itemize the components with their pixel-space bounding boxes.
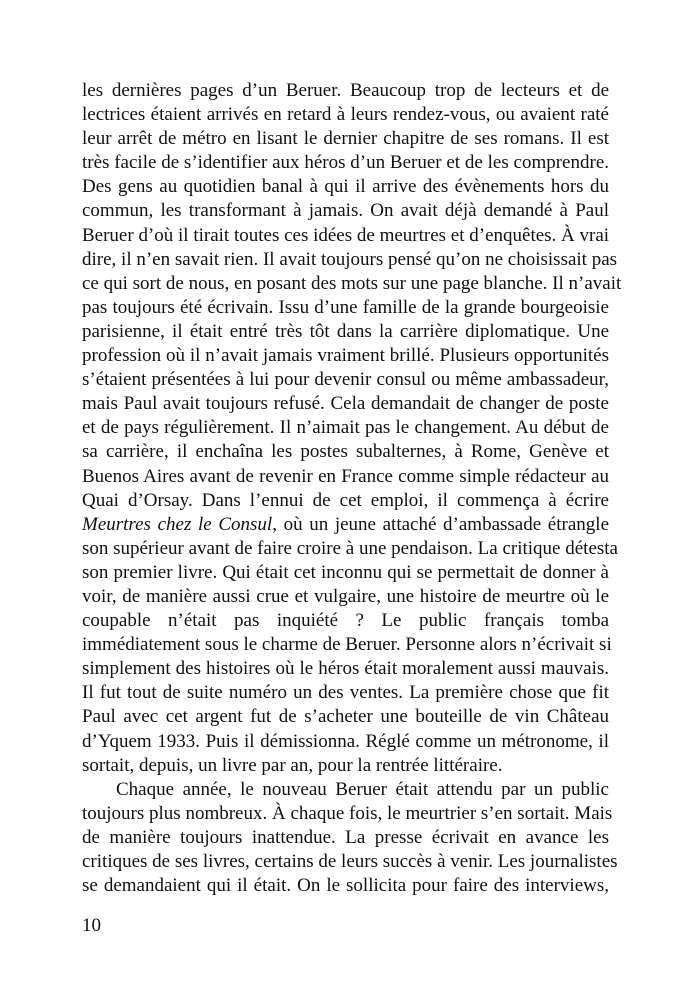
text-line: Beruer d’où il tirait toutes ces idées de meurtres et d’enquêtes. À vrai: [82, 224, 610, 246]
text-line: Il fut tout de suite numéro un des ventes. La première chose que fit: [82, 682, 609, 704]
text-line: très facile de s’identifier aux héros d’un Beruer et de les comprendre.: [82, 152, 609, 174]
text-line: Paul avec cet argent fut de s’acheter une bouteille de vin Château: [82, 706, 609, 728]
text-line: Buenos Aires avant de revenir en France comme simple rédacteur au: [82, 465, 609, 487]
text-line-with-title: [82, 513, 609, 537]
text-line: leur arrêt de métro en lisant le dernier chapitre de ses romans. Il est: [82, 128, 609, 150]
text-line: dire, il n’en savait rien. Il avait toujours pensé qu’on ne choisissait pas: [82, 248, 618, 270]
text-line: profession où il n’avait jamais vraiment brillé. Plusieurs opportunités: [82, 345, 609, 367]
text-line: simplement des histoires où le héros était moralement aussi mauvais.: [82, 658, 609, 680]
text-line: parisienne, il était entré très tôt dans la carrière diplomatique. Une: [82, 320, 609, 342]
text-line: ce qui sort de nous, en posant des mots sur une page blanche. Il n’avait: [82, 272, 622, 294]
text-line: s’étaient présentées à lui pour devenir consul ou même ambassadeur,: [82, 369, 609, 391]
text-line: de manière toujours inattendue. La presse écrivait en avance les: [82, 826, 609, 848]
text-line: et de pays régulièrement. Il n’aimait pas le changement. Au début de: [82, 417, 609, 439]
text-line: Des gens au quotidien banal à qui il arrive des évènements hors du: [82, 176, 609, 198]
text-line: immédiatement sous le charme de Beruer. Personne alors n’écrivait si: [82, 634, 612, 656]
text-line-rest: , où un jeune attaché d’ambassade étrangle: [272, 513, 609, 535]
book-title-italic: Meurtres chez le Consul: [82, 513, 273, 535]
text-line: mais Paul avait toujours refusé. Cela demandait de changer de poste: [82, 393, 609, 415]
page-number: 10: [82, 915, 101, 936]
text-line: voir, de manière aussi crue et vulgaire, une histoire de meurtre où le: [82, 585, 609, 607]
text-line: son supérieur avant de faire croire à une pendaison. La critique détesta: [82, 537, 618, 559]
text-line: toujours plus nombreux. À chaque fois, le meurtrier s’en sortait. Mais: [82, 802, 613, 824]
book-page-text: [82, 79, 622, 898]
text-line: coupable n’était pas inquiété ? Le public français tomba: [82, 610, 609, 632]
paragraph-last-line: sortait, depuis, un livre par an, pour la rentrée littéraire.: [82, 754, 503, 776]
text-line: d’Yquem 1933. Puis il démissionna. Réglé comme un métronome, il: [82, 730, 609, 752]
text-line: pas toujours été écrivain. Issu d’une famille de la grande bourgeoisie: [82, 296, 609, 318]
text-line: lectrices étaient arrivés en retard à leurs rendez-vous, ou avaient raté: [82, 104, 609, 126]
text-line: son premier livre. Qui était cet inconnu qui se permettait de donner à: [82, 561, 609, 583]
paragraph-first-line: Chaque année, le nouveau Beruer était attendu par un public: [116, 778, 609, 800]
text-line: les dernières pages d’un Beruer. Beaucoup trop de lecteurs et de: [82, 80, 609, 101]
text-line: sa carrière, il enchaîna les postes subalternes, à Rome, Genève et: [82, 441, 609, 463]
text-line: commun, les transformant à jamais. On avait déjà demandé à Paul: [82, 200, 609, 222]
text-line: Quai d’Orsay. Dans l’ennui de cet emploi, il commença à écrire: [82, 489, 609, 511]
text-line: critiques de ses livres, certains de leurs succès à venir. Les journalistes: [82, 851, 618, 872]
text-line: se demandaient qui il était. On le sollicita pour faire des interviews,: [82, 875, 609, 897]
